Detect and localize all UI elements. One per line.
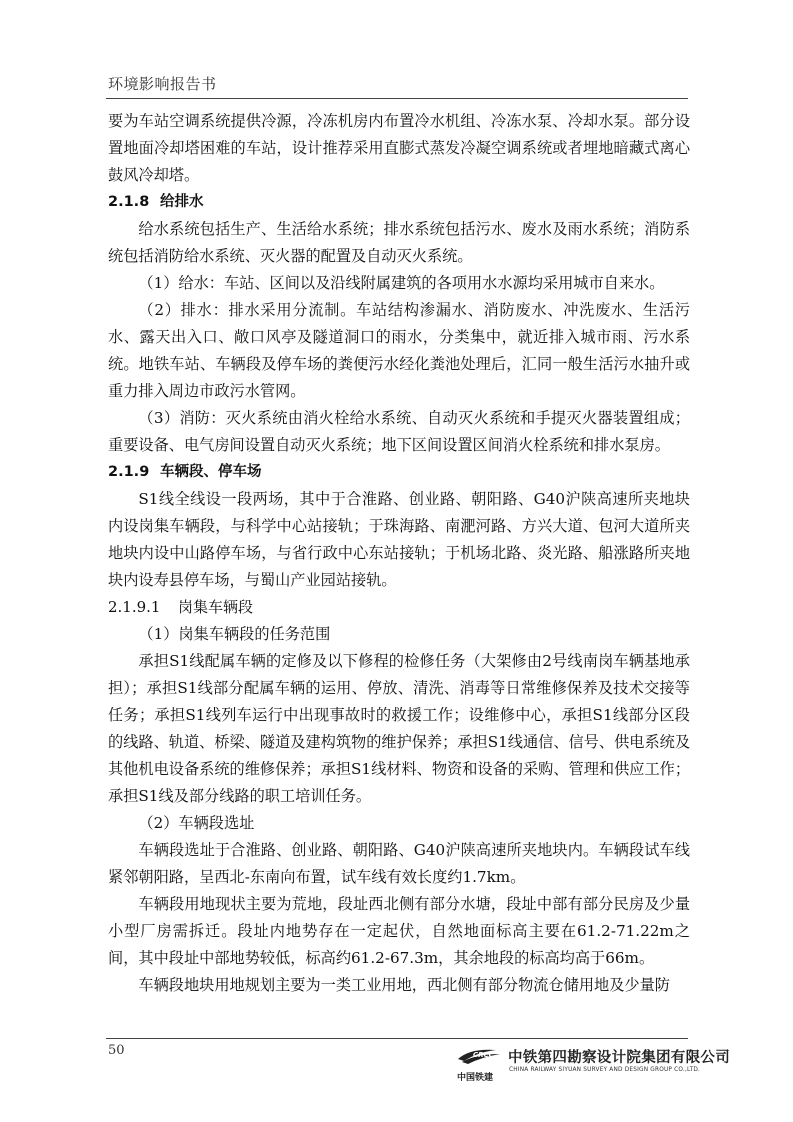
page-header-title: 环境影响报告书: [108, 75, 217, 93]
heading-number: 2.1.9: [108, 464, 150, 480]
paragraph-land-status: 车辆段用地现状主要为荒地，段址西北侧有部分水塘，段址中部有部分民房及少量小型厂房需拆迁。段址内地势存在一定起伏，自然地面标高主要在61.2-71.22m之间，其中段址中部地势较低，标高约61.2-67.3m，其余地段的标高均高于66m。: [108, 895, 690, 967]
paragraph-cooling: 要为车站空调系统提供冷源，冷冻机房内布置冷水机组、冷冻水泵、冷却水泵。部分设置地面冷却塔困难的车站，设计推荐采用直膨式蒸发冷凝空调系统或者埋地暗藏式离心鼓风冷却塔。: [108, 112, 690, 184]
header-rule: [106, 98, 688, 99]
paragraph-site-heading: （2）车辆段选址: [138, 814, 255, 832]
paragraph-water-systems: 给水系统包括生产、生活给水系统；排水系统包括污水、废水及雨水系统；消防系统包括消防给水系统、灭火器的配置及自动灭火系统。: [108, 220, 690, 265]
paragraph-land-planning: 车辆段地块用地规划主要为一类工业用地，西北侧有部分物流仓储用地及少量防: [138, 976, 670, 994]
footer-rule: [106, 1038, 688, 1039]
heading-2-1-9: [108, 459, 690, 486]
document-body: [108, 108, 690, 999]
paragraph-depots-overview: S1线全线设一段两场，其中于合淮路、创业路、朝阳路、G40沪陕高速所夹地块内设岗集车辆段，与科学中心站接轨；于珠海路、南淝河路、方兴大道、包河大道所夹地块内设中山路停车场，与省行政中心东站接轨；于机场北路、炎光路、船涨路所夹地块内设寿县停车场，与蜀山产业园站接轨。: [108, 490, 690, 589]
paragraph-fire-protection: （3）消防：灭火系统由消火栓给水系统、自动灭火系统和手提灭火器装置组成；重要设备、电气房间设置自动灭火系统；地下区间设置区间消火栓系统和排水泵房。: [108, 409, 690, 454]
company-name-cn: 中铁第四勘察设计院集团有限公司: [508, 1050, 730, 1066]
paragraph-water-supply: （1）给水：车站、区间以及沿线附属建筑的各项用水水源均采用城市自来水。: [138, 274, 665, 292]
paragraph-scope-detail: 承担S1线配属车辆的定修及以下修程的检修任务（大架修由2号线南岗车辆基地承担）；承担S1线部分配属车辆的运用、停放、清洗、消毒等日常维修保养及技术交接等任务；承担S1线列车运行中出现事故时的救援工作；设维修中心，承担S1线部分区段的线路、轨道、桥梁、隧道及建构筑物的维护保养；承担S1线通信、信号、供电系统及其他机电设备系统的维修保养；承担S1线材料、物资和设备的采购、管理和供应工作；承担S1线及部分线路的职工培训任务。: [108, 652, 691, 805]
logo-subtitle: 中国铁建: [457, 1073, 494, 1083]
paragraph-scope-heading: （1）岗集车辆段的任务范围: [138, 625, 331, 643]
heading-2-1-9-1: [108, 594, 690, 621]
heading-2-1-8: [108, 189, 690, 216]
logo-text: CRCC: [473, 1051, 494, 1059]
company-name-en: CHINA RAILWAY SIYUAN SURVEY AND DESIGN GROUP CO.,LTD.: [509, 1067, 701, 1073]
heading-number: 2.1.8: [108, 194, 150, 210]
heading-number: 2.1.9.1: [108, 598, 161, 616]
company-logo-block: [456, 1045, 730, 1085]
page-number: 50: [108, 1043, 125, 1058]
heading-title: 车辆段、停车场: [160, 464, 262, 480]
paragraph-site-location: 车辆段选址于合淮路、创业路、朝阳路、G40沪陕高速所夹地块内。车辆段试车线紧邻朝阳路，呈西北-东南向布置，试车线有效长度约1.7km。: [108, 841, 690, 886]
heading-title: 岗集车辆段: [178, 598, 254, 616]
crcc-logo-icon: [456, 1045, 504, 1067]
paragraph-drainage: （2）排水：排水采用分流制。车站结构渗漏水、消防废水、冲洗废水、生活污水、露天出入口、敞口风亭及隧道洞口的雨水，分类集中，就近排入城市雨、污水系统。地铁车站、车辆段及停车场的粪便污水经化粪池处理后，汇同一般生活污水抽升或重力排入周边市政污水管网。: [108, 301, 690, 400]
heading-title: 给排水: [160, 194, 204, 210]
